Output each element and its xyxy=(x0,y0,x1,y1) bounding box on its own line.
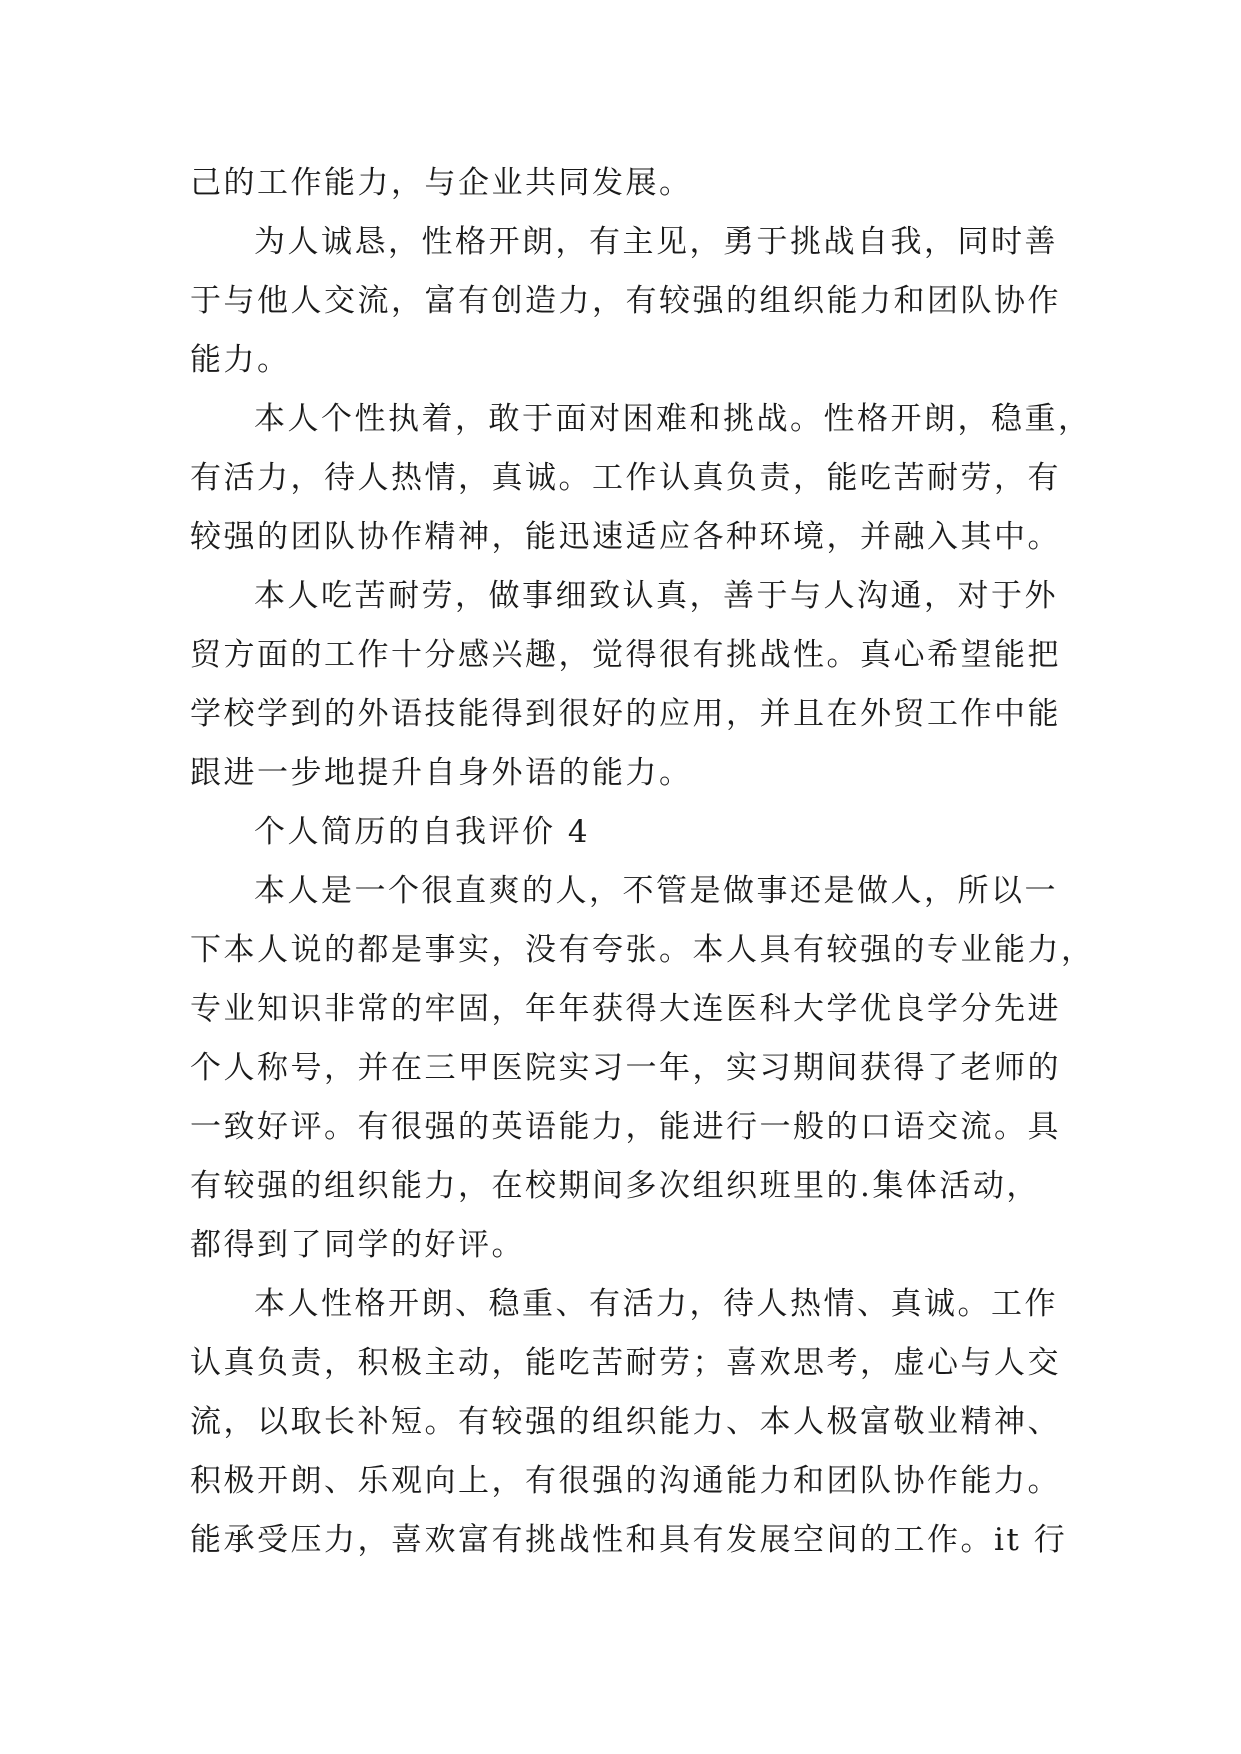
document-body xyxy=(190,154,1095,1570)
text-line: 跟进一步地提升自身外语的能力。 xyxy=(190,755,693,791)
text-line: 积极开朗、乐观向上，有很强的沟通能力和团队协作能力。 xyxy=(190,1463,1061,1499)
text-line: 都得到了同学的好评。 xyxy=(190,1227,525,1263)
text-line: 一致好评。有很强的英语能力，能进行一般的口语交流。具 xyxy=(190,1109,1061,1145)
text-line: 个人称号，并在三甲医院实习一年，实习期间获得了老师的 xyxy=(190,1050,1061,1086)
text-line: 有较强的组织能力，在校期间多次组织班里的.集体活动， xyxy=(190,1168,1040,1204)
text-line: 有活力，待人热情，真诚。工作认真负责，能吃苦耐劳，有 xyxy=(190,460,1061,496)
text-line: 贸方面的工作十分感兴趣，觉得很有挑战性。真心希望能把 xyxy=(190,637,1061,673)
text-line: 下本人说的都是事实，没有夸张。本人具有较强的专业能力， xyxy=(190,932,1095,968)
text-line: 学校学到的外语技能得到很好的应用，并且在外贸工作中能 xyxy=(190,696,1061,732)
text-line: 于与他人交流，富有创造力，有较强的组织能力和团队协作 xyxy=(190,283,1061,319)
text-line: 专业知识非常的牢固，年年获得大连医科大学优良学分先进 xyxy=(190,991,1061,1027)
text-line: 己的工作能力，与企业共同发展。 xyxy=(190,165,693,201)
paragraph-start-line: 本人个性执着，敢于面对困难和挑战。性格开朗，稳重， xyxy=(254,401,1092,437)
text-line: 能力。 xyxy=(190,342,291,378)
text-line: 能承受压力，喜欢富有挑战性和具有发展空间的工作。it 行 xyxy=(190,1522,1068,1558)
section-heading: 个人简历的自我评价 4 xyxy=(254,814,591,850)
paragraph-start-line: 为人诚恳，性格开朗，有主见，勇于挑战自我，同时善 xyxy=(254,224,1058,260)
text-line: 较强的团队协作精神，能迅速适应各种环境，并融入其中。 xyxy=(190,519,1061,555)
paragraph-start-line: 本人是一个很直爽的人，不管是做事还是做人，所以一 xyxy=(254,873,1058,909)
paragraph-start-line: 本人性格开朗、稳重、有活力，待人热情、真诚。工作 xyxy=(254,1286,1058,1322)
paragraph-start-line: 本人吃苦耐劳，做事细致认真，善于与人沟通，对于外 xyxy=(254,578,1058,614)
text-line: 流，以取长补短。有较强的组织能力、本人极富敬业精神、 xyxy=(190,1404,1061,1440)
text-line: 认真负责，积极主动，能吃苦耐劳；喜欢思考，虚心与人交 xyxy=(190,1345,1061,1381)
